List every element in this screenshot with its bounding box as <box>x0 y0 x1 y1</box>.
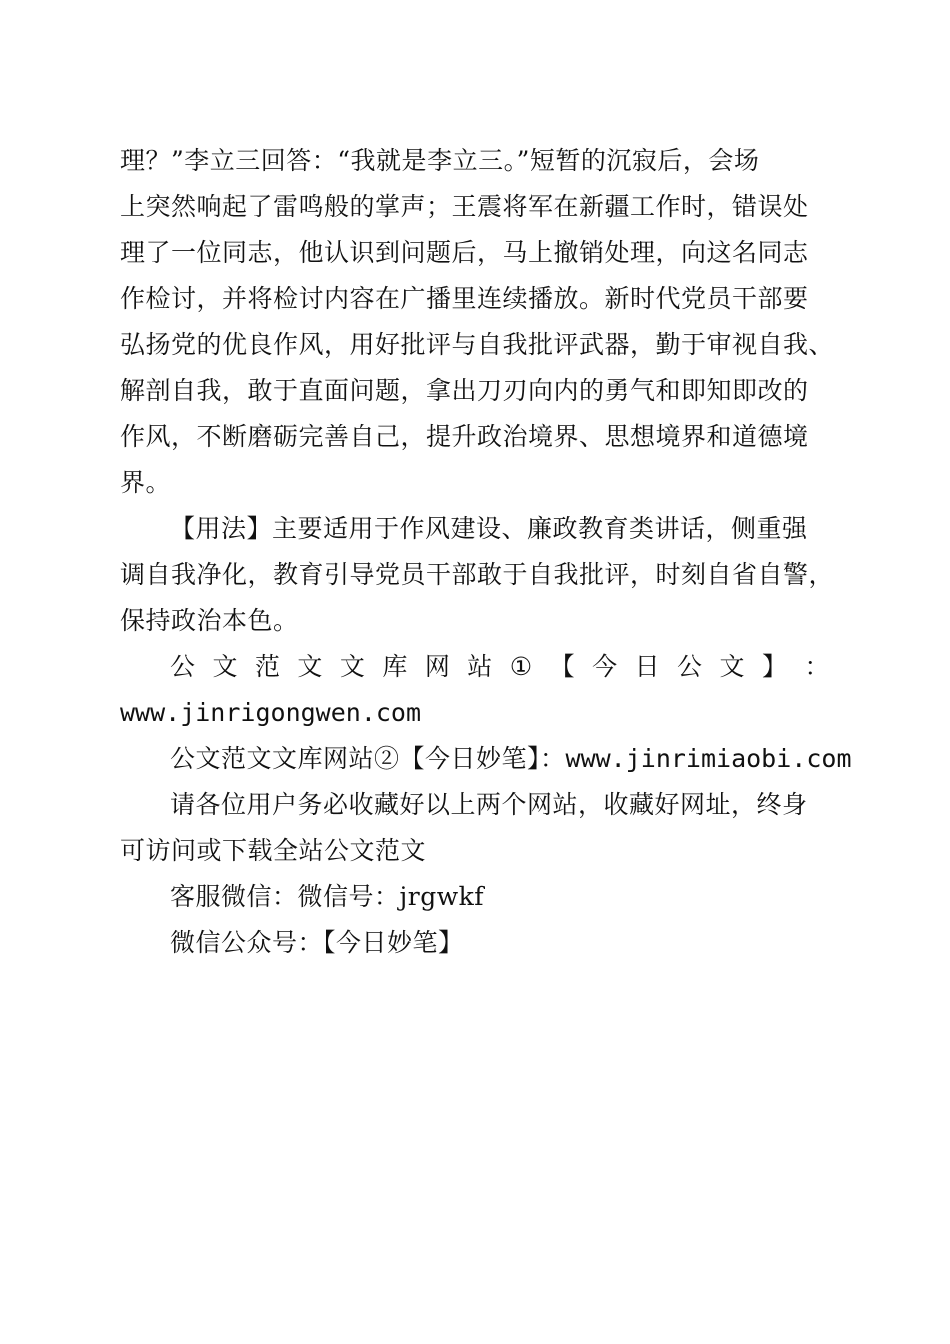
site1-char: 文 <box>339 652 366 681</box>
usage-line: 【用法】主要适用于作风建设、廉政教育类讲话，侧重强 <box>170 514 808 543</box>
site1-char: 站 <box>467 652 493 681</box>
site1-char: 库 <box>382 652 408 681</box>
paragraph-line: 解剖自我，敢于直面问题，拿出刀刃向内的勇气和即知即改的 <box>120 376 809 405</box>
site1-char: 【 <box>549 652 576 681</box>
notice-line: 可访问或下载全站公文范文 <box>120 836 427 865</box>
usage-line: 保持政治本色。 <box>120 606 299 635</box>
site1-char: 文 <box>719 652 746 681</box>
paragraph-line: 作风，不断磨砺完善自己，提升政治境界、思想境界和道德境 <box>120 422 809 451</box>
site1-char: 公 <box>170 652 196 681</box>
site1-char: ： <box>804 652 830 681</box>
paragraph-line: 作检讨，并将检讨内容在广播里连续播放。新时代党员干部要 <box>120 284 809 313</box>
site1-char: 日 <box>634 652 661 681</box>
site1-char: ① <box>509 652 533 681</box>
paragraph-line: 理了一位同志，他认识到问题后，马上撤销处理，向这名同志 <box>120 238 809 267</box>
paragraph-line: 上突然响起了雷鸣般的掌声；王震将军在新疆工作时，错误处 <box>120 192 809 221</box>
paragraph-line: 界。 <box>120 468 172 497</box>
official-account: 微信公众号：【今日妙笔】 <box>170 928 464 957</box>
site2-label: 公文范文文库网站②【今日妙笔】： <box>170 744 566 773</box>
site1-char: 】 <box>761 652 788 681</box>
site1-char: 文 <box>212 652 238 681</box>
site2-url: www.jinrimiaobi.com <box>565 744 852 773</box>
site1-label <box>170 652 830 682</box>
site1-char: 网 <box>424 652 451 681</box>
site1-char: 范 <box>254 652 281 681</box>
usage-line: 调自我净化，教育引导党员干部敢于自我批评，时刻自省自警， <box>120 560 835 589</box>
site1-char: 今 <box>592 652 618 681</box>
notice-line: 请各位用户务必收藏好以上两个网站，收藏好网址，终身 <box>170 790 808 819</box>
site1-char: 公 <box>677 652 703 681</box>
paragraph-line: 理？”李立三回答：“我就是李立三。”短暂的沉寂后，会场 <box>120 146 760 175</box>
site1-url: www.jinrigongwen.com <box>120 698 422 727</box>
service-wechat: 客服微信：微信号：jrgwkf <box>170 882 485 911</box>
site2-line <box>170 744 852 774</box>
site1-char: 文 <box>297 652 323 681</box>
paragraph-line: 弘扬党的优良作风，用好批评与自我批评武器，勤于审视自我、 <box>120 330 835 359</box>
